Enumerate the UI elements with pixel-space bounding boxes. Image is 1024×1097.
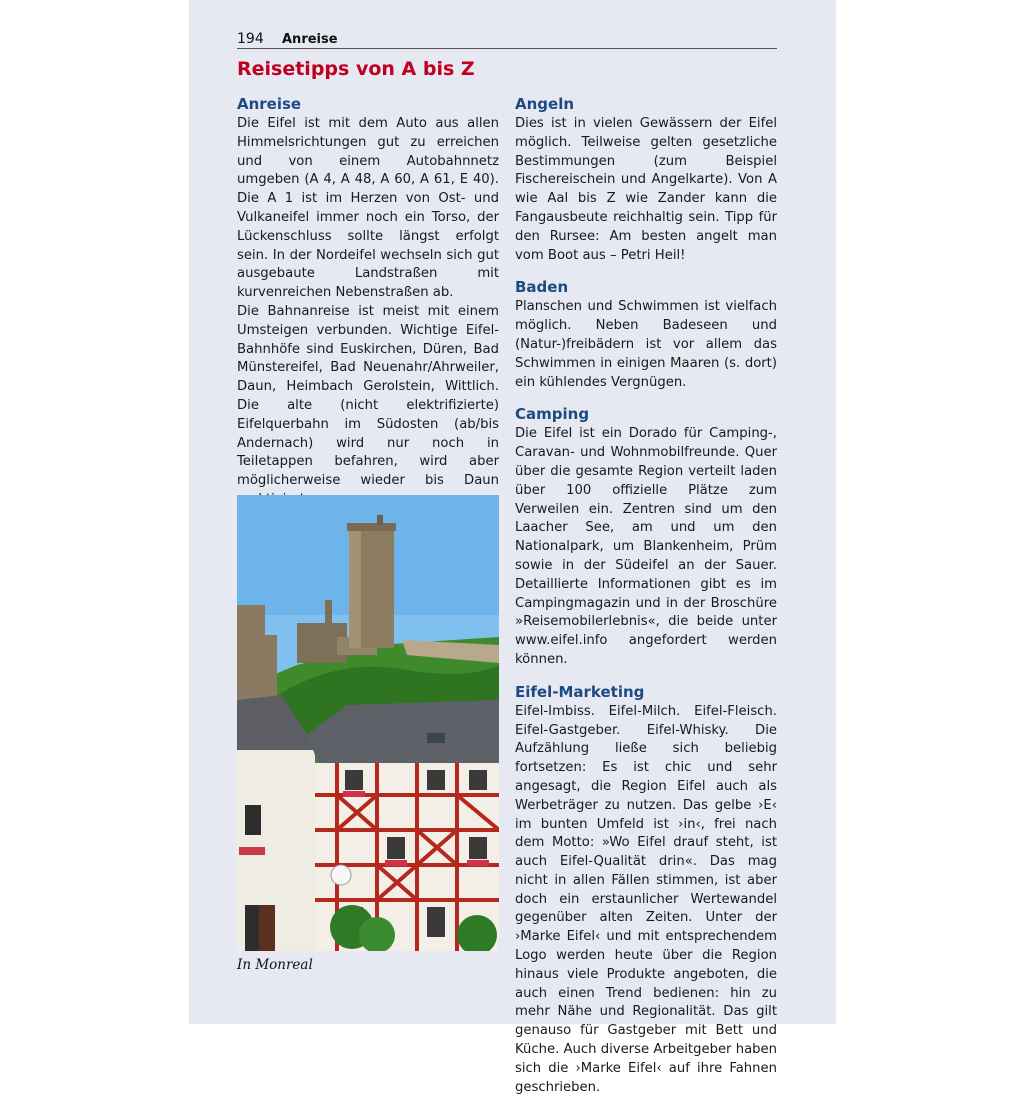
section-title-camping: Camping xyxy=(515,405,590,424)
page-title: Reisetipps von A bis Z xyxy=(237,58,475,80)
baden-text: Planschen und Schwimmen ist vielfach möglich. Neben Badeseen und (Natur-)freibädern ist vor allem das Schwimmen in einigen Maaren (s. dort) ein kühlendes Vergnügen. xyxy=(515,299,777,390)
angeln-text: Dies ist in vielen Gewässern der Eifel möglich. Teilweise gelten gesetzliche Bestimmungen (zum Beispiel Fischereischein und Angelkarte). Von A wie Aal bis Z wie Zander kann die Fangausbeute reichhaltig sein. Tipp für den Rursee: Am besten angelt man vom Boot aus – Petri Heil! xyxy=(515,116,777,263)
right-column xyxy=(515,94,777,1097)
page-number: 194 xyxy=(237,31,264,47)
monreal-photo xyxy=(237,495,499,951)
section-title-anreise: Anreise xyxy=(237,95,302,113)
photo-caption: In Monreal xyxy=(237,957,313,973)
anreise-paragraph-1: Die Eifel ist mit dem Auto aus allen Himmelsrichtungen gut zu erreichen und von einem Autobahnnetz umgeben (A 4, A 48, A 60, A 61, E 40). Die A 1 ist im Herzen von Ost- und Vulkaneifel immer noch ein Torso, der Lückenschluss sollte längst erfolgt sein. In der Nordeifel wechseln sich gut ausgebaute Landstraßen mit kurvenreichen Nebenstraßen ab. xyxy=(237,116,499,301)
book-page xyxy=(189,0,836,1095)
page-header xyxy=(237,30,777,49)
anreise-paragraph-2: Die Bahnanreise ist meist mit einem Umsteigen verbunden. Wichtige Eifel-Bahnhöfe sind Euskirchen, Düren, Bad Münstereifel, Bad Neuenahr/Ahrweiler, Daun, Heimbach Gerolstein, Wittlich. Die alte (nicht elektrifizierte) Eifelquerbahn im Südosten (ab/bis Andernach) wird nur noch in Teiletappen befahren, wird aber möglicherweise wieder bis Daun xyxy=(237,303,499,489)
running-title: Anreise xyxy=(282,32,338,47)
section-title-baden: Baden xyxy=(515,278,569,297)
section-title-eifel-marketing: Eifel-Marketing xyxy=(515,682,645,701)
eifel-marketing-text: Eifel-Imbiss. Eifel-Milch. Eifel-Fleisch. Eifel-Gastgeber. Eifel-Whisky. Die Aufzählung ließe sich beliebig fortsetzen: Es ist chic und sehr angesagt, die Region Eifel auch als Werbeträger zu nutzen. Das gelbe ›E‹ im bunten Umfeld ist ›in‹, frei nach dem Motto: »Wo Eifel drauf steht, ist auch Eifel-Qualität drin«. Das mag nicht in allen Fällen stimmen, ist aber doch ein erstaunlicher Wertewandel gegenüber alten Zeiten. Unter der ›Marke Eifel‹ und mit entsprechendem Logo werden heute über die Region hinaus viele Produkte angeboten, die auch einen Trend bedienen: hin zu mehr Nähe und Regionalität. Das gilt genauso für Gastgeber mit Bett und Küche. Auch diverse Arbeitgeber haben sich die ›Marke Eifel‹ auf ihre Fahnen geschrieben. xyxy=(515,703,777,1095)
left-column xyxy=(237,94,499,547)
camping-text: Die Eifel ist ein Dorado für Camping-, Caravan- und Wohnmobilfreunde. Quer über die gesamte Region verteilt laden über 100 offizielle Plätze zum Verweilen ein. Zentren sind um den Laacher See, am und um den Nationalpark, um Blankenheim, Prüm sowie in der Südeifel an der Sauer. Detaillierte Informationen gibt es im Campingmagazin und in der Broschüre »Reisemobilerlebnis«, die beide unter www.eifel.info angefordert werden können. xyxy=(515,426,777,667)
section-title-angeln: Angeln xyxy=(515,95,575,113)
